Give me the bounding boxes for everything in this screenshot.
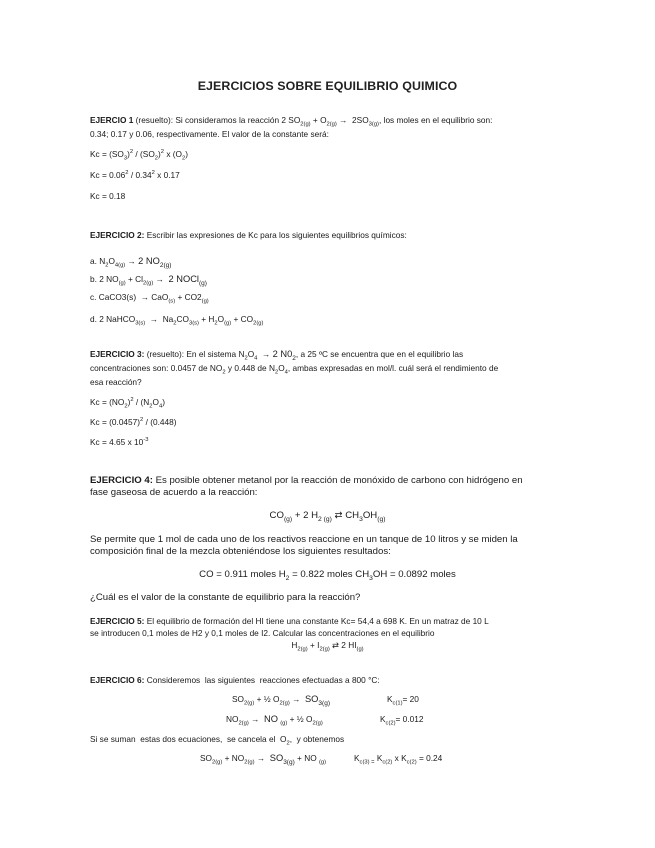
ej6-constant-3: $K_{c(3) =}$ $K_{c(2)}$ x $K_{c(2)} = 0.24$ xyxy=(354,753,443,766)
ej6-constant-1: $K_{c(1)}= 20$ xyxy=(387,694,419,707)
ej6-label: EJERCICIO 6: xyxy=(90,675,145,685)
ej3-formula-2: $Kc = (0.0457)^2 / (0.448)$ xyxy=(90,417,177,427)
ej4-statement-line2: fase gaseosa de acuerdo a la reacción: xyxy=(90,487,258,498)
ej4-label: EJERCICIO 4: xyxy=(90,475,153,486)
ej2-item-b: b. 2 $NO_{(g)} + Cl_{2(g)} \to 2$ NOCl$_{(g)}$ xyxy=(90,274,207,287)
ej3-formula-1: $Kc = (NO_2)^2 / (N_2O_4)$ xyxy=(90,397,165,410)
ej1-statement-line1: EJERCIO 1 (resuelto): Si consideramos la reacción 2 $SO_{2(g)} + O_{2(g)} \to 2SO_{3(g)}$, los moles en el equilibrio son: xyxy=(90,115,493,128)
ej1-label: EJERCIO 1 xyxy=(90,115,134,125)
ej6-reaction-3: $SO_{2(g)} + NO_{2(g)} \to SO_{3(g)}$ + NO $_{(g)}$ xyxy=(200,753,327,766)
ej2-item-c: c. CaCO3(s) → $CaO_{(s)} + CO2_{(g)}$ xyxy=(90,292,209,305)
ej5-statement-line1: EJERCICIO 5: El equilibrio de formación del HI tiene una constante Kc= 54,4 a 698 K. En un matraz de 10 L xyxy=(90,616,489,626)
ej4-statement-line3: Se permite que 1 mol de cada uno de los reactivos reaccione en un tanque de 10 litros y se miden la xyxy=(90,534,518,545)
page-title: EJERCICIOS SOBRE EQUILIBRIO QUIMICO xyxy=(197,79,458,93)
ej5-label: EJERCICIO 5: xyxy=(90,616,145,626)
ej6-statement-line1: EJERCICIO 6: Consideremos las siguientes reacciones efectuadas a 800 °C: xyxy=(90,675,380,685)
ej6-constant-2: $K_{c(2)}= 0.012$ xyxy=(380,714,424,727)
ej5-reaction: $H_{2(g)} + I_{2(g)}$ ⇄ 2 $HI_{(g)}$ xyxy=(291,640,364,653)
ej1-formula-3: Kc = 0.18 xyxy=(90,191,126,201)
ej3-statement-line3: esa reacción? xyxy=(90,377,142,387)
ej5-statement-line2: se introducen 0,1 moles de H2 y 0,1 moles de I2. Calcular las concentraciones en el equilibrio xyxy=(90,628,435,638)
ej2-statement: EJERCICIO 2: Escribir las expresiones de Kc para los siguientes equilibrios químicos: xyxy=(90,230,407,240)
ej2-item-d: d. 2 NaHCO$_{3(s)}$ → $Na_2CO_{3(s)} + H_2O_{(g)} + CO_{2(g)}$ xyxy=(90,314,264,327)
ej3-statement-line1: EJERCICIO 3: (resuelto): En el sistema $N_2O_4 \to 2$ $N0_2$, a 25 ºC se encuentra que en el equilibrio las xyxy=(90,349,464,362)
ej4-question: ¿Cuál es el valor de la constante de equilibrio para la reacción? xyxy=(90,592,361,603)
ej6-statement-line2: Si se suman estas dos ecuaciones, se cancela el $O_2$, y obtenemos xyxy=(90,734,345,747)
ej3-label: EJERCICIO 3: xyxy=(90,349,145,359)
ej3-statement-line2: concentraciones son: 0.0457 de $NO_2$ y 0.448 de $N_2O_4$, ambas expresadas en mol/l. cuál será el rendimiento de xyxy=(90,363,499,376)
ej4-reaction: $CO_{(g)} + 2$ $H_{2 (g)}$ ⇄ $CH_3OH_{(g)}$ xyxy=(269,510,386,523)
ej2-label: EJERCICIO 2: xyxy=(90,230,145,240)
ej1-statement-line2: 0.34; 0.17 y 0.06, respectivamente. El valor de la constante será: xyxy=(90,129,329,139)
ej6-reaction-1: $SO_{2(g)}$ + ½ $O_{2(g)} \to SO_{3(g)}$ xyxy=(232,694,330,707)
ej4-statement-line1: EJERCICIO 4: Es posible obtener metanol por la reacción de monóxido de carbono con hidrógeno en xyxy=(90,475,523,486)
ej1-formula-2: $Kc = 0.06^2 / 0.34^2$ x 0.17 xyxy=(90,170,180,180)
ej1-formula-1: $Kc = (SO_3)^2 / (SO_2)^2$ x $(O_2)$ xyxy=(90,149,189,162)
ej6-reaction-2: $NO_{2(g)}$ → NO $_{(g)}$ + ½ $O_{2(g)}$ xyxy=(226,714,323,727)
ej2-item-a: a. $N_2O_{4(g)} \to 2$ $NO_{2(g)}$ xyxy=(90,256,172,269)
ej4-results: CO = 0.911 moles $H_2 = 0.822$ moles $CH_3OH = 0.0892$ moles xyxy=(199,569,456,582)
ej3-formula-3: Kc = 4.65 x $10^{-3}$ xyxy=(90,437,149,447)
ej4-statement-line4: composición final de la mezcla obteniéndose los siguientes resultados: xyxy=(90,546,391,557)
